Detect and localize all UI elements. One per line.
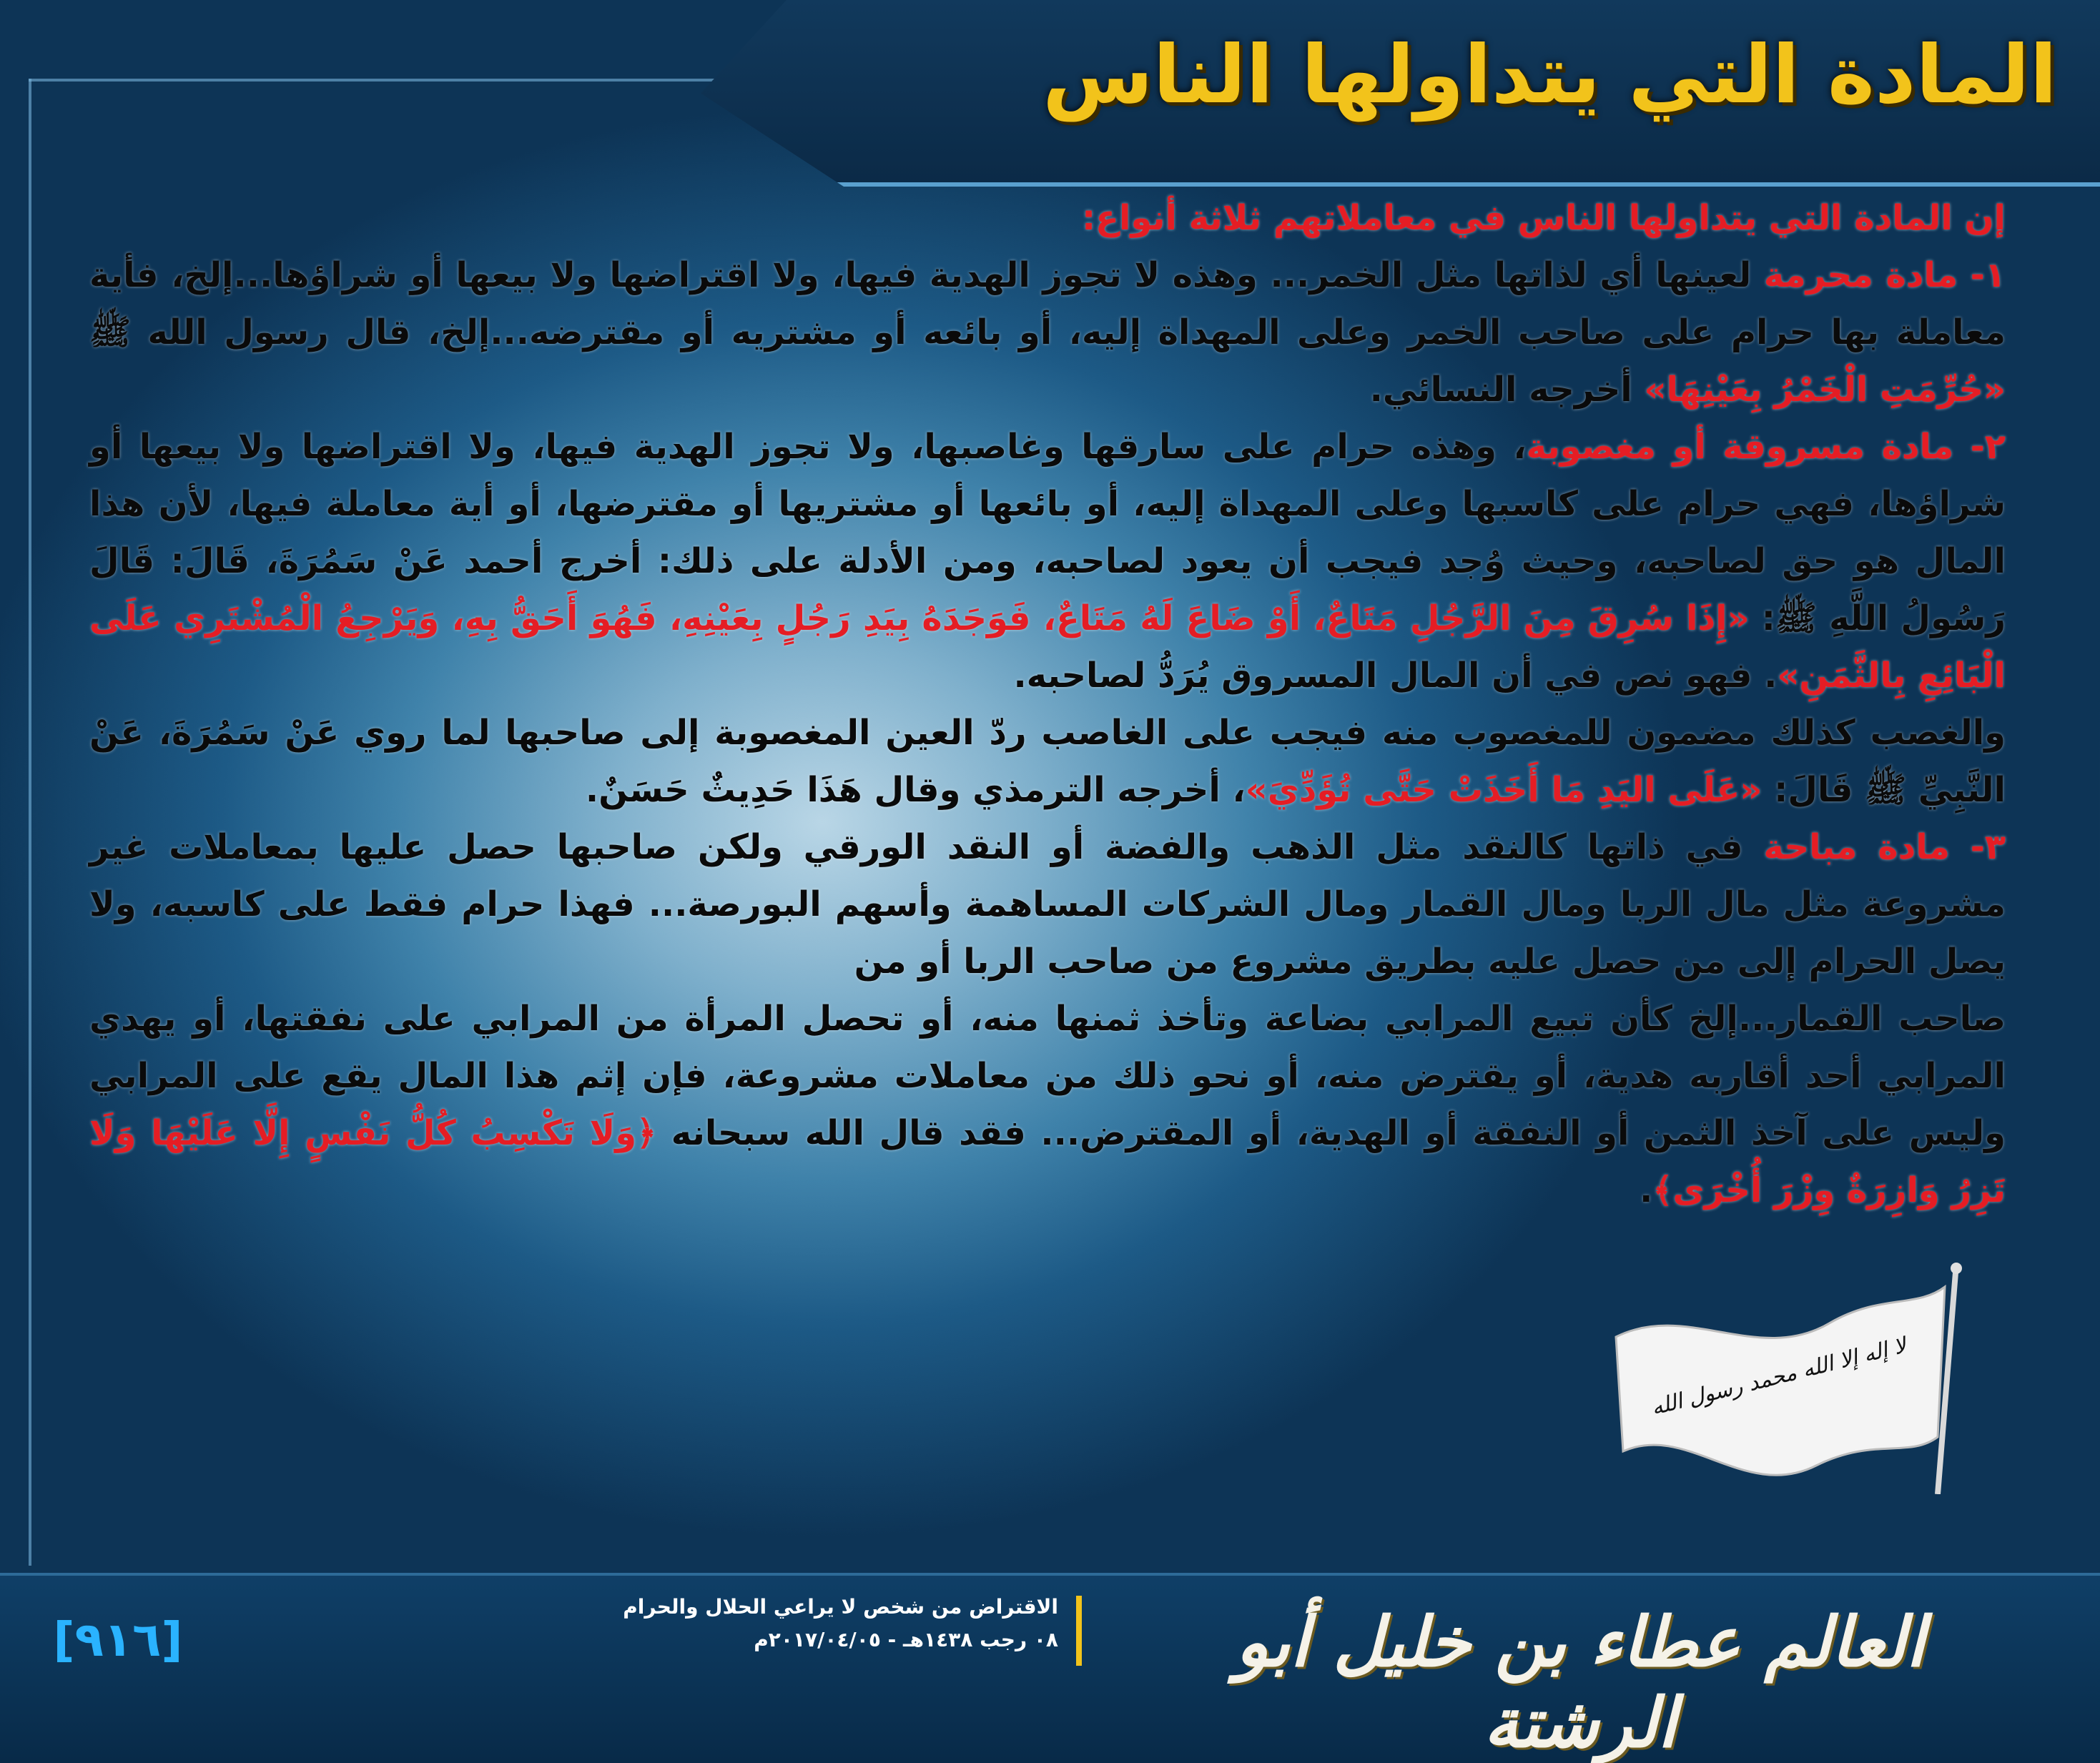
section-2-conclusion: . فهو نص في أن المال المسروق يُرَدُّ لصاحبه.: [1013, 656, 1778, 696]
section-3-text-2: صاحب القمار...إلخ كأن تبيع المرابي بضاعة وتأخذ ثمنها منه، أو تحصل المرأة من المرابي على نفقتها، أو يهدي المرابي أحد أقاربه هدية، أو يقترض منه، أو نحو ذلك من معاملات مشروعة، فإن إثم هذا المال يقع على المرابي وليس على آخذ الثمن أو النفقة أو الهدية، أو المقترض... فقد قال الله سبحانه: [89, 999, 2006, 1153]
frame-top-line: [29, 79, 744, 82]
section-3-end: .: [1640, 1170, 1653, 1210]
flag-text: لا إله إلا الله محمد رسول الله: [1649, 1333, 1909, 1421]
section-2b-text: والغصب كذلك مضمون للمغصوب منه فيجب على الغاصب ردّ العين المغصوبة إلى صاحبها لما روي عَنْ سَمُرَةَ، عَنْ النَّبِيِّ ﷺ قَالَ:: [89, 713, 2006, 810]
section-2b-source: ، أخرجه الترمذي وقال هَذَا حَدِيثٌ حَسَنٌ.: [585, 770, 1246, 810]
section-2-label: ٢- مادة مسروقة أو مغصوبة: [1526, 427, 2006, 467]
section-1-source: أخرجه النسائي.: [1369, 370, 1645, 410]
footer-info: [558, 1591, 1058, 1656]
section-1: [89, 247, 2006, 418]
section-2b-quote: «عَلَى اليَدِ مَا أَخَذَتْ حَتَّى تُؤَدِّيَ»: [1245, 770, 1763, 810]
section-2-text: ، وهذه حرام على سارقها وغاصبها، ولا تجوز الهدية فيها، ولا اقتراضها ولا بيعها أو شراؤها، فهي حرام على كاسبها وعلى المهداة إليه، أو بائعها أو مشتريها أو مقترضها، أو أية معاملة فيها، لأن هذا المال هو حق لصاحبه، وحيث وُجد فيجب أن يعود لصاحبه، ومن الأدلة على ذلك: أخرج أحمد عَنْ سَمُرَةَ، قَالَ: قَالَ رَسُولُ اللَّهِ ﷺ:: [89, 427, 2006, 638]
page-number: [٩١٦]: [53, 1612, 183, 1667]
intro-line: إن المادة التي يتداولها الناس في معاملاتهم ثلاثة أنواع:: [1081, 198, 2006, 238]
section-3-label: ٣- مادة مباحة: [1763, 827, 2006, 867]
author-signature: العالم عطاء بن خليل أبو الرشتة: [1235, 1601, 1926, 1763]
frame-left-line: [29, 79, 31, 1566]
section-3-continued: [89, 990, 2006, 1219]
page-title: المادة التي يتداولها الناس: [1042, 29, 2057, 122]
section-3-quote: ﴿وَلَا تَكْسِبُ كُلُّ نَفْسٍ إِلَّا عَلَيْهَا وَلَا تَزِرُ وَازِرَةٌ وِزْرَ أُخْرَى﴾: [89, 1113, 2006, 1210]
section-3: [89, 819, 2006, 990]
article-body: [89, 189, 2006, 1219]
section-2: [89, 418, 2006, 704]
footer-date: ٠٨ رجب ١٤٣٨هـ - ٢٠١٧/٠٤/٠٥م: [754, 1628, 1058, 1651]
section-3-text: في ذاتها كالنقد مثل الذهب والفضة أو النقد الورقي ولكن صاحبها حصل عليها بمعاملات غير مشروعة مثل مال الربا ومال القمار ومال الشركات المساهمة وأسهم البورصة... فهذا حرام فقط على كاسبه، ولا يصل الحرام إلى من حصل عليه بطريق مشروع من صاحب الربا أو من: [89, 827, 2006, 982]
footer-separator: [1076, 1596, 1082, 1666]
section-1-quote: «حُرِّمَتِ الْخَمْرُ بِعَيْنِهَا»: [1644, 370, 2006, 410]
footer-topic: الاقتراض من شخص لا يراعي الحلال والحرام: [623, 1595, 1058, 1619]
white-flag-image: [1602, 1258, 1973, 1494]
section-1-label: ١- مادة محرمة: [1763, 255, 2006, 295]
section-2-quote: «إِذَا سُرِقَ مِنَ الرَّجُلِ مَتَاعٌ، أَوْ ضَاعَ لَهُ مَتَاعٌ، فَوَجَدَهُ بِيَدِ رَجُلٍ بِعَيْنِهِ، فَهُوَ أَحَقُّ بِهِ، وَيَرْجِعُ الْمُشْتَرِي عَلَى الْبَائِعِ بِالثَّمَنِ»: [89, 598, 2006, 696]
section-2b: [89, 704, 2006, 819]
section-1-text: لعينها أي لذاتها مثل الخمر... وهذه لا تجوز الهدية فيها، ولا اقتراضها ولا بيعها أو شراؤها...إلخ، فأية معاملة بها حرام على صاحب الخمر وعلى المهداة إليه، أو بائعه أو مشتريه أو مقترضه...إلخ، قال رسول الله ﷺ: [89, 255, 2006, 352]
